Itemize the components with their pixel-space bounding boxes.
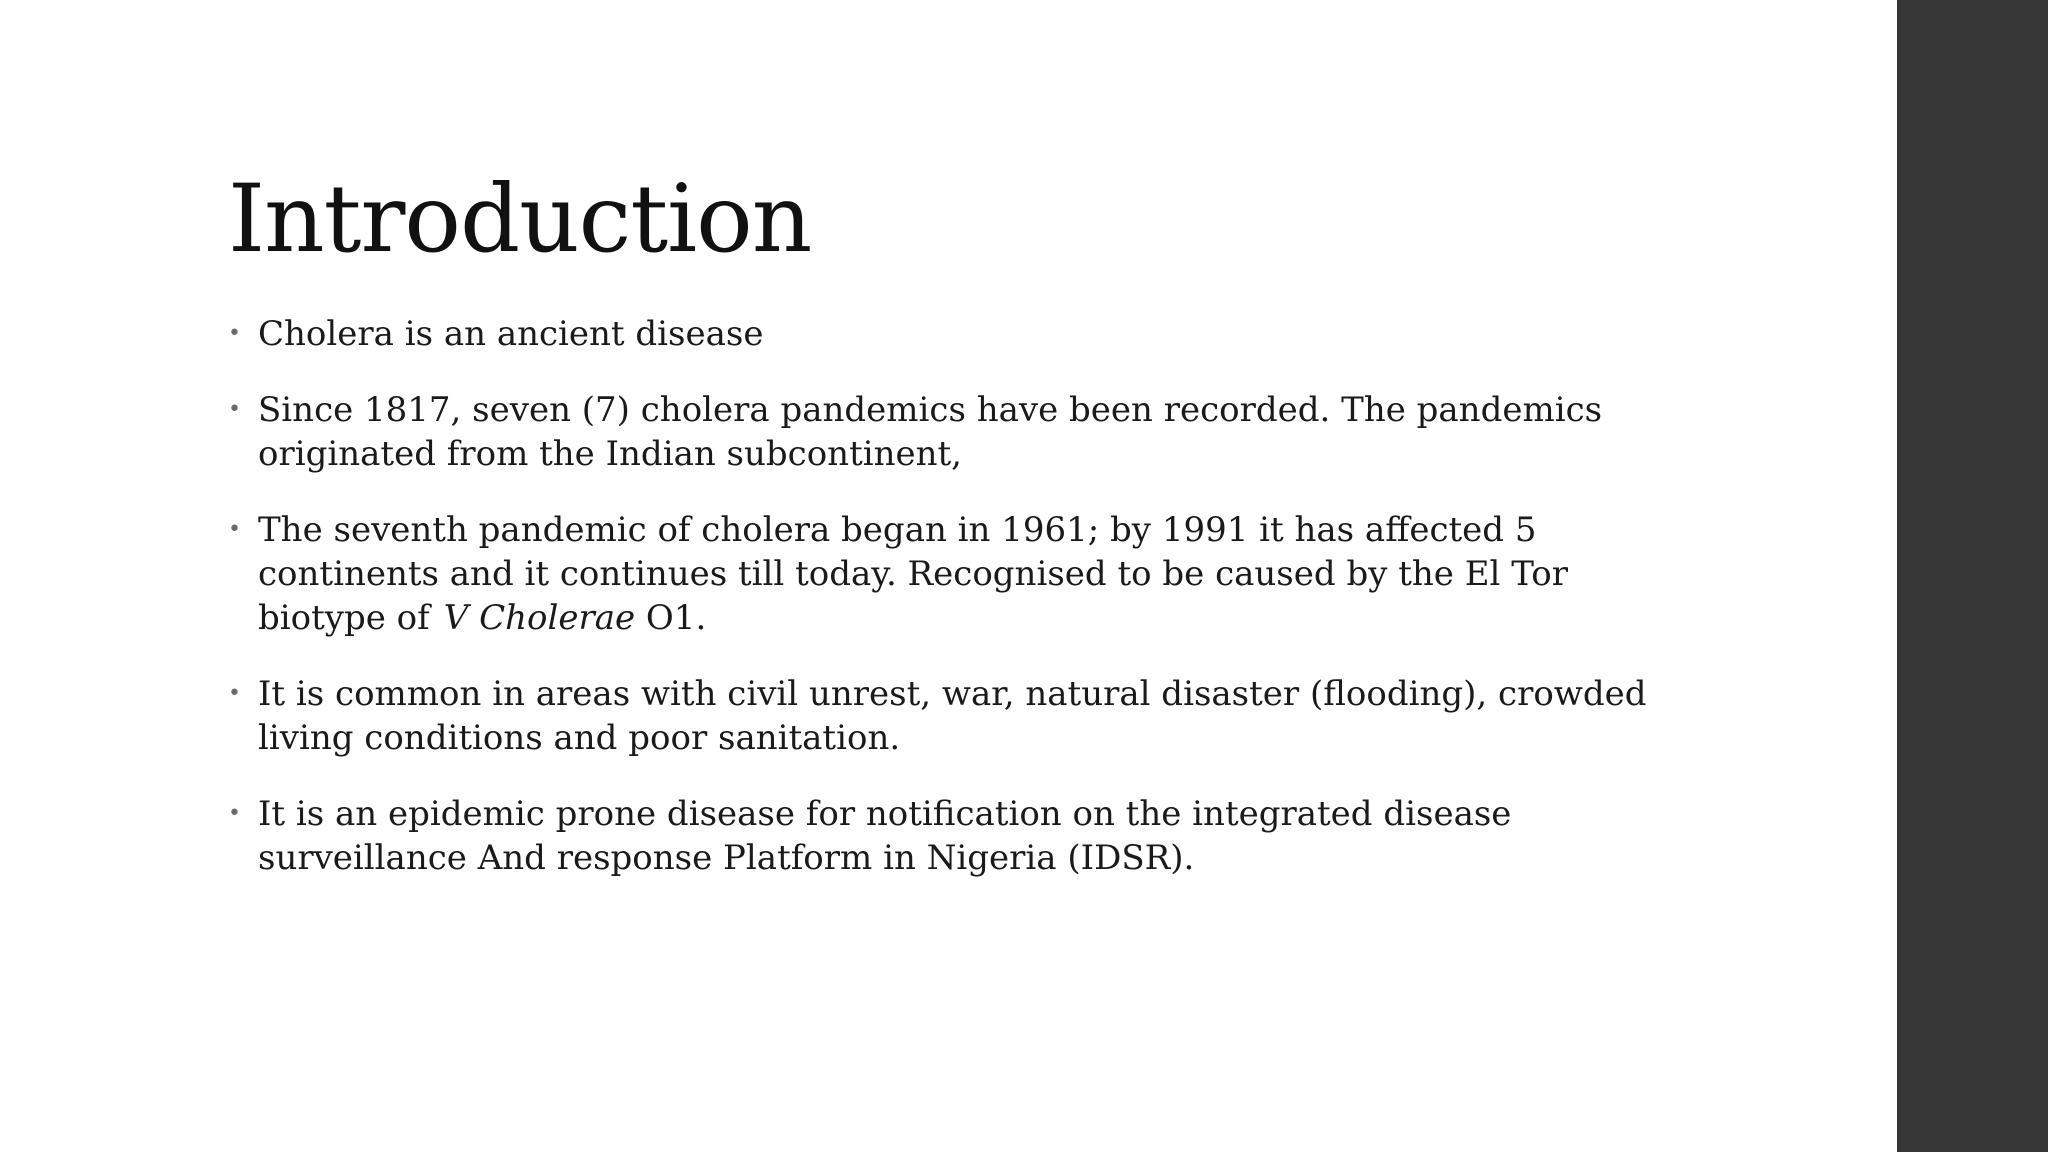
species-name: V Cholerae	[443, 598, 636, 638]
slide-side-bar	[1897, 0, 2048, 1152]
bullet-marker: •	[228, 517, 241, 542]
bullet-marker: •	[228, 321, 241, 346]
bullet-item	[228, 508, 1648, 640]
bullet-item	[228, 312, 1648, 356]
bullet-marker: •	[228, 397, 241, 422]
bullet-item	[228, 388, 1648, 476]
bullet-list	[228, 312, 1648, 912]
bullet-item	[228, 792, 1648, 880]
bullet-text-suffix: O1.	[635, 598, 707, 638]
bullet-marker: •	[228, 681, 241, 706]
bullet-text: Since 1817, seven (7) cholera pandemics have been recorded. The pandemics originated from the Indian subcontinent,	[258, 390, 1603, 474]
bullet-item	[228, 672, 1648, 760]
bullet-text: Cholera is an ancient disease	[258, 314, 764, 354]
bullet-text: It is an epidemic prone disease for notification on the integrated disease surveillance And response Platform in Nigeria (IDSR).	[258, 794, 1512, 878]
slide-title: Introduction	[228, 165, 812, 274]
bullet-marker: •	[228, 801, 241, 826]
bullet-text: It is common in areas with civil unrest, war, natural disaster (flooding), crowded living conditions and poor sanitation.	[258, 674, 1647, 758]
bullet-text: The seventh pandemic of cholera began in 1961; by 1991 it has affected 5 continents and it continues till today. Recognised to be caused by the El Tor biotype of	[258, 510, 1568, 638]
